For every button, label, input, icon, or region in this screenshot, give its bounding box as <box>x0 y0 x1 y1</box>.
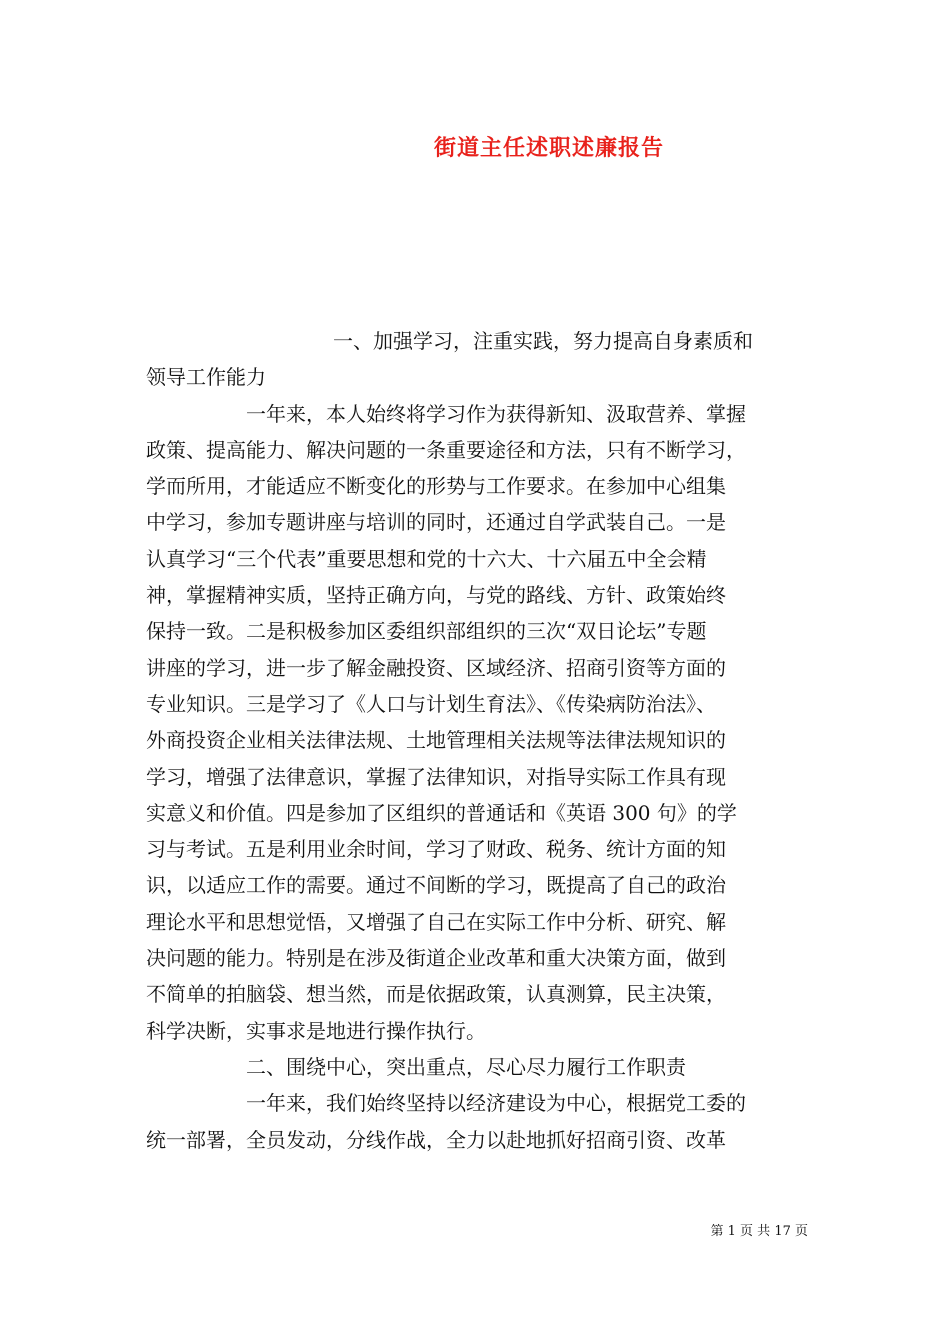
paragraph-1-line: 讲座的学习，进一步了解金融投资、区域经济、招商引资等方面的 <box>146 655 726 680</box>
paragraph-1-line: 学习，增强了法律意识，掌握了法律知识，对指导实际工作具有现 <box>146 764 726 789</box>
paragraph-1-line: 一年来，本人始终将学习作为获得新知、汲取营养、掌握 <box>246 401 746 426</box>
paragraph-1-line: 神，掌握精神实质，坚持正确方向，与党的路线、方针、政策始终 <box>146 583 726 608</box>
paragraph-1-line: 专业知识。三是学习了《人口与计划生育法》、《传染病防治法》、 <box>146 691 716 716</box>
paragraph-1-line: 不简单的拍脑袋、想当然，而是依据政策，认真测算，民主决策， <box>146 982 726 1007</box>
document-title: 街道主任述职述廉报告 <box>433 135 664 161</box>
paragraph-1-line: 决问题的能力。特别是在涉及街道企业改革和重大决策方面，做到 <box>146 946 726 971</box>
paragraph-1-line: 保持一致。二是积极参加区委组织部组织的三次“双日论坛”专题 <box>146 619 707 644</box>
section-heading-2: 二、围绕中心，突出重点，尽心尽力履行工作职责 <box>246 1054 686 1079</box>
paragraph-1-line: 理论水平和思想觉悟，又增强了自己在实际工作中分析、研究、解 <box>146 909 726 934</box>
paragraph-1-line: 中学习，参加专题讲座与培训的同时，还通过自学武装自己。一是 <box>146 510 726 535</box>
paragraph-2-line: 统一部署，全员发动，分线作战，全力以赴地抓好招商引资、改革 <box>146 1127 726 1152</box>
paragraph-1-line: 实意义和价值。四是参加了区组织的普通话和《英语 300 句》的学 <box>146 800 737 825</box>
paragraph-1-line: 认真学习“三个代表”重要思想和党的十六大、十六届五中全会精 <box>146 546 707 571</box>
paragraph-1-line: 外商投资企业相关法律法规、土地管理相关法规等法律法规知识的 <box>146 728 726 753</box>
paragraph-1-line: 政策、提高能力、解决问题的一条重要途径和方法，只有不断学习， <box>146 437 746 462</box>
page-number: 第 1 页 共 17 页 <box>710 1224 808 1239</box>
paragraph-1-line: 科学决断，实事求是地进行操作执行。 <box>146 1018 486 1043</box>
document-body <box>146 323 806 1158</box>
section-heading-1-cont: 领导工作能力 <box>146 365 266 390</box>
paragraph-2-line: 一年来，我们始终坚持以经济建设为中心，根据党工委的 <box>246 1091 746 1116</box>
paragraph-1-line: 习与考试。五是利用业余时间，学习了财政、税务、统计方面的知 <box>146 837 726 862</box>
section-heading-1: 一、加强学习，注重实践，努力提高自身素质和 <box>333 329 753 353</box>
paragraph-1-line: 学而所用，才能适应不断变化的形势与工作要求。在参加中心组集 <box>146 474 726 499</box>
paragraph-1-line: 识，以适应工作的需要。通过不间断的学习，既提高了自己的政治 <box>146 873 726 898</box>
